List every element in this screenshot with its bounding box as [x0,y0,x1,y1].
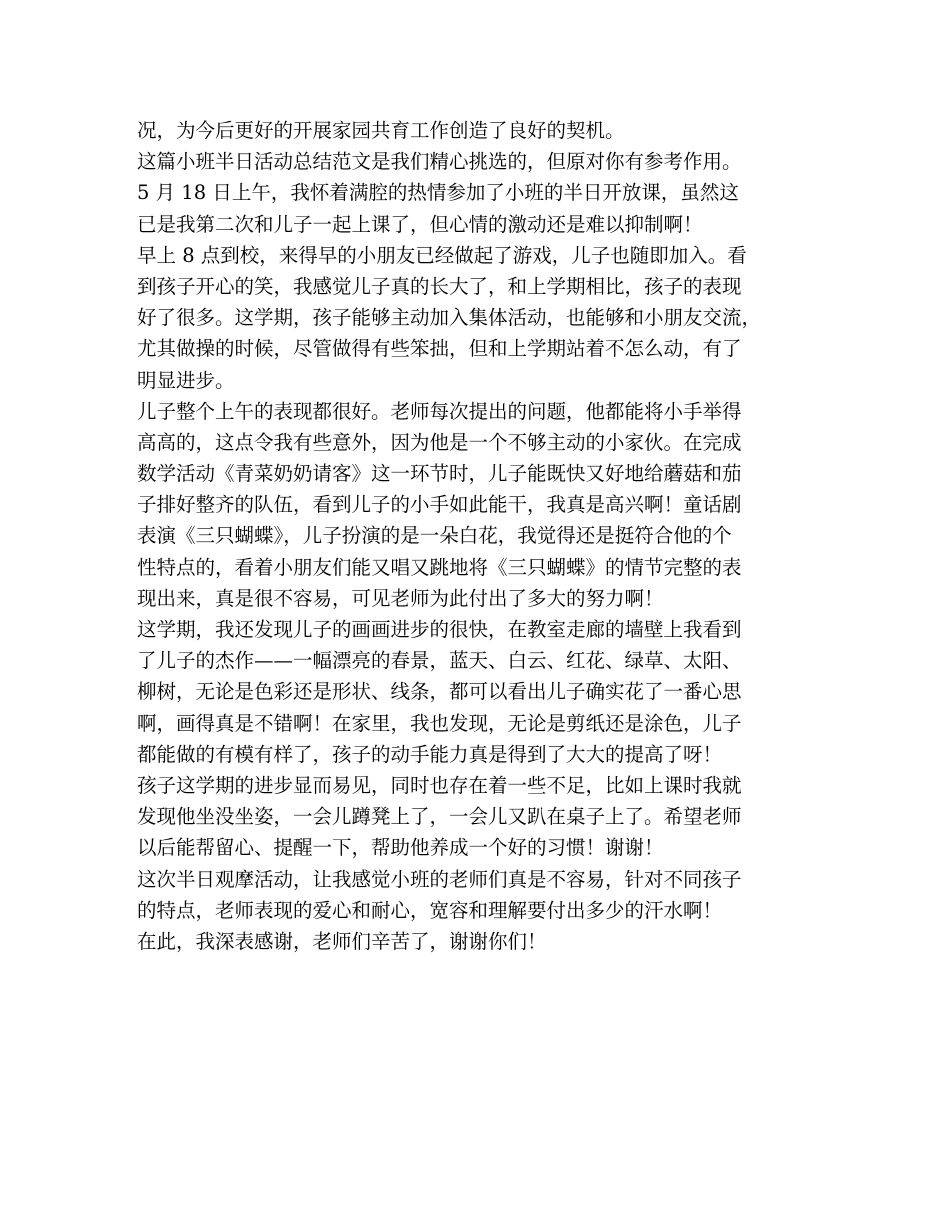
text-line: 儿子整个上午的表现都很好。老师每次提出的问题，他都能将小手举得 [137,399,742,423]
text-line: 柳树，无论是色彩还是形状、线条，都可以看出儿子确实花了一番心思 [137,680,742,704]
text-line: 都能做的有模有样了，孩子的动手能力真是得到了大大的提高了呀！ [137,742,723,766]
text-line: 这篇小班半日活动总结范文是我们精心挑选的，但原对你有参考作用。 [137,150,742,174]
text-line: 早上 8 点到校，来得早的小朋友已经做起了游戏，儿子也随即加入。看 [137,243,747,267]
text-line: 的特点，老师表现的爱心和耐心，宽容和理解要付出多少的汗水啊！ [137,898,723,922]
text-line: 表演《三只蝴蝶》，儿子扮演的是一朵白花，我觉得还是挺符合他的个 [137,524,732,548]
text-line: 啊，画得真是不错啊！在家里，我也发现，无论是剪纸还是涂色，儿子 [137,711,742,735]
text-line: 了儿子的杰作——一幅漂亮的春景，蓝天、白云、红花、绿草、太阳、 [137,649,742,673]
text-line: 数学活动《青菜奶奶请客》这一环节时，儿子能既快又好地给蘑菇和茄 [137,462,742,486]
text-line: 发现他坐没坐姿，一会儿蹲凳上了，一会儿又趴在桌子上了。希望老师 [137,805,742,829]
text-line: 尤其做操的时候，尽管做得有些笨拙，但和上学期站着不怎么动，有了 [137,337,742,361]
text-line: 好了很多。这学期，孩子能够主动加入集体活动，也能够和小朋友交流， [137,306,762,330]
text-line: 况，为今后更好的开展家园共育工作创造了良好的契机。 [137,119,625,142]
text-line: 明显进步。 [137,368,235,392]
text-line: 子排好整齐的队伍，看到儿子的小手如此能干，我真是高兴啊！童话剧 [137,493,742,517]
text-line: 孩子这学期的进步显而易见，同时也存在着一些不足，比如上课时我就 [137,773,742,797]
document-body [137,115,827,957]
text-line: 性特点的，看着小朋友们能又唱又跳地将《三只蝴蝶》的情节完整的表 [137,555,742,579]
text-line: 在此，我深表感谢，老师们辛苦了，谢谢你们！ [137,929,547,953]
text-line: 已是我第二次和儿子一起上课了，但心情的激动还是难以抑制啊！ [137,212,703,236]
text-line: 高高的，这点令我有些意外，因为他是一个不够主动的小家伙。在完成 [137,430,742,454]
text-line: 这次半日观摩活动，让我感觉小班的老师们真是不容易，针对不同孩子 [137,867,742,891]
text-line: 到孩子开心的笑，我感觉儿子真的长大了，和上学期相比，孩子的表现 [137,274,742,298]
text-line: 以后能帮留心、提醒一下，帮助他养成一个好的习惯！谢谢！ [137,836,664,860]
text-line: 这学期，我还发现儿子的画画进步的很快，在教室走廊的墙壁上我看到 [137,618,742,641]
text-line: 现出来，真是很不容易，可见老师为此付出了多大的努力啊！ [137,586,664,610]
text-line: 5 月 18 日上午，我怀着满腔的热情参加了小班的半日开放课，虽然这 [137,181,739,205]
